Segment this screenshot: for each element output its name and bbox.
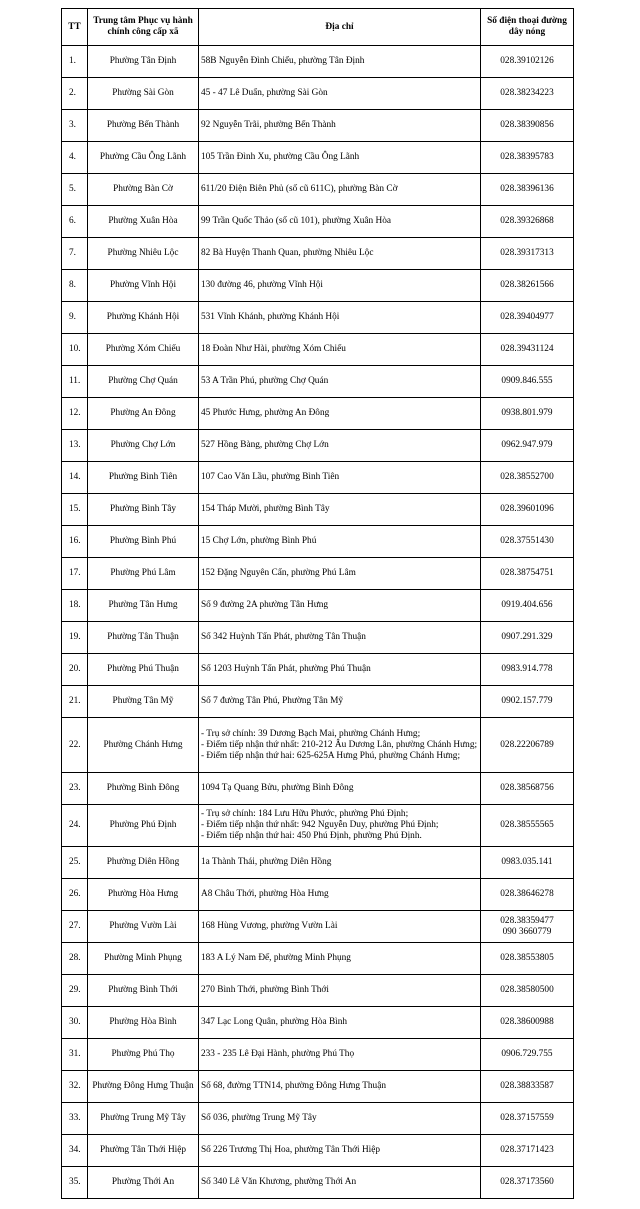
- address-line: - Trụ sở chính: 184 Lưu Hữu Phước, phường Phú Định;: [201, 809, 409, 819]
- table-row: [62, 366, 574, 398]
- phone-number: 028.39326868: [500, 216, 554, 226]
- center-address: [199, 654, 481, 686]
- center-address: [199, 494, 481, 526]
- center-address: [199, 302, 481, 334]
- hotline-phone: [481, 78, 574, 110]
- row-number: 7.: [62, 238, 88, 270]
- row-number: 2.: [62, 78, 88, 110]
- address-line: Số 036, phường Trung Mỹ Tây: [201, 1113, 317, 1123]
- phone-number: 028.22206789: [500, 739, 554, 750]
- address-line: 45 - 47 Lê Duẩn, phường Sài Gòn: [201, 88, 328, 98]
- table-row: [62, 174, 574, 206]
- table-row: [62, 78, 574, 110]
- center-address: [199, 174, 481, 206]
- center-name: Phường Tân Thới Hiệp: [88, 1135, 199, 1167]
- phone-number: 028.39404977: [500, 312, 554, 322]
- center-name: Phường Tân Định: [88, 46, 199, 78]
- row-number: 13.: [62, 430, 88, 462]
- center-name: Phường Chợ Quán: [88, 366, 199, 398]
- table-row: [62, 1135, 574, 1167]
- address-line: 18 Đoàn Như Hài, phường Xóm Chiếu: [201, 344, 346, 354]
- phone-number: 028.38552700: [500, 472, 554, 482]
- phone-number: 028.39317313: [500, 248, 554, 258]
- center-address: [199, 110, 481, 142]
- center-address: [199, 1103, 481, 1135]
- address-line: 45 Phước Hưng, phường An Đông: [201, 408, 330, 418]
- table-row: [62, 686, 574, 718]
- address-line: 183 A Lý Nam Đế, phường Minh Phụng: [201, 953, 351, 963]
- row-number: 28.: [62, 943, 88, 975]
- address-line: 527 Hồng Bàng, phường Chợ Lớn: [201, 440, 329, 450]
- hotline-phone: [481, 366, 574, 398]
- center-name: Phường Diên Hồng: [88, 847, 199, 879]
- row-number: 17.: [62, 558, 88, 590]
- table-row: [62, 943, 574, 975]
- center-address: [199, 270, 481, 302]
- table-row: [62, 430, 574, 462]
- address-line: 130 đường 46, phường Vĩnh Hội: [201, 280, 324, 290]
- row-number: 6.: [62, 206, 88, 238]
- phone-number: 028.39102126: [500, 56, 554, 66]
- hotline-phone: [481, 847, 574, 879]
- center-name: Phường Thới An: [88, 1167, 199, 1199]
- phone-number: 028.38390856: [500, 120, 554, 130]
- table-row: [62, 773, 574, 805]
- row-number: 21.: [62, 686, 88, 718]
- table-body: [62, 46, 574, 1199]
- hotline-phone: [481, 270, 574, 302]
- address-line: 15 Chợ Lớn, phường Bình Phú: [201, 536, 317, 546]
- row-number: 32.: [62, 1071, 88, 1103]
- address-line: 152 Đặng Nguyên Cẩn, phường Phú Lâm: [201, 568, 356, 578]
- phone-number: 028.37173560: [500, 1177, 554, 1187]
- row-number: 20.: [62, 654, 88, 686]
- center-name: Phường Minh Phụng: [88, 943, 199, 975]
- address-line: 1a Thành Thái, phường Diên Hồng: [201, 857, 332, 867]
- hotline-phone: [481, 46, 574, 78]
- phone-number: 0983.914.778: [501, 664, 553, 674]
- table-row: [62, 398, 574, 430]
- phone-number: 0962.947.979: [501, 440, 553, 450]
- center-address: [199, 462, 481, 494]
- phone-number: 028.38553805: [500, 953, 554, 963]
- hotline-phone: [481, 526, 574, 558]
- table-row: [62, 270, 574, 302]
- center-name: Phường Hòa Hưng: [88, 879, 199, 911]
- hotline-phone: [481, 174, 574, 206]
- center-name: Phường Tân Hưng: [88, 590, 199, 622]
- table-row: [62, 1167, 574, 1199]
- phone-number: 028.37157559: [500, 1113, 554, 1123]
- center-address: [199, 558, 481, 590]
- table-row: [62, 654, 574, 686]
- center-address: [199, 206, 481, 238]
- hotline-phone: [481, 398, 574, 430]
- center-name: Phường Bàn Cờ: [88, 174, 199, 206]
- phone-number: 090 3660779: [502, 926, 552, 937]
- table-row: [62, 142, 574, 174]
- center-address: [199, 686, 481, 718]
- phone-number: 028.38580500: [500, 985, 554, 995]
- center-address: [199, 943, 481, 975]
- hotline-phone: [481, 654, 574, 686]
- center-name: Phường Phú Thọ: [88, 1039, 199, 1071]
- table-row: [62, 622, 574, 654]
- center-name: Phường Tân Thuận: [88, 622, 199, 654]
- row-number: 31.: [62, 1039, 88, 1071]
- center-name: Phường Khánh Hội: [88, 302, 199, 334]
- center-address: [199, 430, 481, 462]
- phone-number: 0938.801.979: [501, 408, 553, 418]
- center-name: Phường Phú Định: [88, 805, 199, 847]
- table-row: [62, 590, 574, 622]
- center-address: [199, 1071, 481, 1103]
- address-line: 58B Nguyễn Đình Chiểu, phường Tân Định: [201, 56, 365, 66]
- address-line: Số 9 đường 2A phường Tân Hưng: [201, 600, 329, 610]
- table-row: [62, 879, 574, 911]
- table-row: [62, 526, 574, 558]
- header-tt: TT: [62, 9, 88, 46]
- center-name: Phường Xuân Hòa: [88, 206, 199, 238]
- address-line: Số 340 Lê Văn Khương, phường Thới An: [201, 1177, 357, 1187]
- row-number: 34.: [62, 1135, 88, 1167]
- hotline-phone: [481, 430, 574, 462]
- center-address: [199, 879, 481, 911]
- phone-number: 0906.729.755: [501, 1049, 553, 1059]
- center-address: [199, 78, 481, 110]
- hotline-phone: [481, 686, 574, 718]
- table-row: [62, 1007, 574, 1039]
- phone-number: 028.38359477: [500, 915, 554, 926]
- center-name: Phường Bình Thới: [88, 975, 199, 1007]
- row-number: 24.: [62, 805, 88, 847]
- table-header-row: [62, 9, 574, 46]
- phone-number: 0907.291.329: [501, 632, 553, 642]
- center-name: Phường Bình Đông: [88, 773, 199, 805]
- table-row: [62, 110, 574, 142]
- center-name: Phường Bình Phú: [88, 526, 199, 558]
- row-number: 9.: [62, 302, 88, 334]
- table-row: [62, 1039, 574, 1071]
- table-row: [62, 805, 574, 847]
- address-line: Số 1203 Huỳnh Tấn Phát, phường Phú Thuận: [201, 664, 371, 674]
- center-address: [199, 398, 481, 430]
- center-name: Phường Chánh Hưng: [88, 718, 199, 773]
- address-line: 347 Lạc Long Quân, phường Hòa Bình: [201, 1017, 348, 1027]
- address-line: 168 Hùng Vương, phường Vườn Lài: [201, 921, 338, 931]
- phone-number: 028.38646278: [500, 889, 554, 899]
- hotline-phone: [481, 943, 574, 975]
- row-number: 22.: [62, 718, 88, 773]
- hotline-phone: [481, 494, 574, 526]
- center-address: [199, 46, 481, 78]
- row-number: 18.: [62, 590, 88, 622]
- phone-number: 028.38261566: [500, 280, 554, 290]
- address-line: 154 Tháp Mười, phường Bình Tây: [201, 504, 330, 514]
- address-line: 531 Vĩnh Khánh, phường Khánh Hội: [201, 312, 340, 322]
- table-row: [62, 494, 574, 526]
- center-address: [199, 622, 481, 654]
- center-address: [199, 366, 481, 398]
- center-address: [199, 1007, 481, 1039]
- row-number: 8.: [62, 270, 88, 302]
- table-row: [62, 911, 574, 943]
- hotline-phone: [481, 1007, 574, 1039]
- table-row: [62, 1103, 574, 1135]
- address-line: A8 Châu Thới, phường Hòa Hưng: [201, 889, 329, 899]
- row-number: 3.: [62, 110, 88, 142]
- center-name: Phường Phú Thuận: [88, 654, 199, 686]
- hotline-phone: [481, 302, 574, 334]
- row-number: 26.: [62, 879, 88, 911]
- hotline-phone: [481, 1135, 574, 1167]
- phone-number: 028.38754751: [500, 568, 554, 578]
- hotline-phone: [481, 911, 574, 943]
- address-line: 270 Bình Thới, phường Bình Thới: [201, 985, 329, 995]
- table-row: [62, 847, 574, 879]
- address-line: 92 Nguyễn Trãi, phường Bến Thành: [201, 120, 336, 130]
- row-number: 19.: [62, 622, 88, 654]
- center-address: [199, 847, 481, 879]
- hotline-phone: [481, 142, 574, 174]
- hotline-phone: [481, 590, 574, 622]
- row-number: 4.: [62, 142, 88, 174]
- hotline-phone: [481, 975, 574, 1007]
- hotline-phone: [481, 110, 574, 142]
- phone-number: 028.39431124: [500, 344, 554, 354]
- service-center-table: [61, 8, 574, 1199]
- row-number: 14.: [62, 462, 88, 494]
- center-address: [199, 142, 481, 174]
- phone-number: 028.37171423: [500, 1145, 554, 1155]
- row-number: 29.: [62, 975, 88, 1007]
- phone-number: 028.37551430: [500, 536, 554, 546]
- center-address: [199, 975, 481, 1007]
- table-row: [62, 975, 574, 1007]
- address-line: - Điểm tiếp nhận thứ nhất: 210-212 Âu Dương Lân, phường Chánh Hưng;: [201, 739, 478, 750]
- address-line: 611/20 Điện Biên Phủ (số cũ 611C), phường Bàn Cờ: [201, 184, 398, 194]
- center-address: [199, 590, 481, 622]
- phone-number: 028.38555565: [500, 820, 554, 830]
- phone-number: 0919.404.656: [501, 600, 553, 610]
- center-name: Phường Trung Mỹ Tây: [88, 1103, 199, 1135]
- hotline-phone: [481, 622, 574, 654]
- hotline-phone: [481, 773, 574, 805]
- center-name: Phường Bến Thành: [88, 110, 199, 142]
- hotline-phone: [481, 805, 574, 847]
- address-line: 233 - 235 Lê Đại Hành, phường Phú Thọ: [201, 1049, 355, 1059]
- address-line: 105 Trần Đình Xu, phường Cầu Ông Lãnh: [201, 152, 360, 162]
- center-name: Phường Bình Tiên: [88, 462, 199, 494]
- center-name: Phường Tân Mỹ: [88, 686, 199, 718]
- phone-number: 028.38395783: [500, 152, 554, 162]
- hotline-phone: [481, 462, 574, 494]
- center-name: Phường Chợ Lớn: [88, 430, 199, 462]
- row-number: 30.: [62, 1007, 88, 1039]
- center-name: Phường Phú Lâm: [88, 558, 199, 590]
- center-name: Phường Xóm Chiếu: [88, 334, 199, 366]
- center-name: Phường Hòa Bình: [88, 1007, 199, 1039]
- phone-number: 028.38568756: [500, 783, 554, 793]
- row-number: 35.: [62, 1167, 88, 1199]
- address-line: Số 7 đường Tân Phú, Phường Tân Mỹ: [201, 696, 343, 706]
- hotline-phone: [481, 1103, 574, 1135]
- phone-number: 028.38396136: [500, 184, 554, 194]
- table-row: [62, 1071, 574, 1103]
- address-line: 1094 Tạ Quang Bửu, phường Bình Đông: [201, 783, 354, 793]
- phone-number: 028.39601096: [500, 504, 554, 514]
- center-address: [199, 911, 481, 943]
- center-name: Phường Nhiêu Lộc: [88, 238, 199, 270]
- header-center: Trung tâm Phục vụ hành chính công cấp xã: [88, 9, 199, 46]
- address-line: - Trụ sở chính: 39 Dương Bạch Mai, phường Chánh Hưng;: [201, 728, 421, 739]
- header-address: Địa chỉ: [199, 9, 481, 46]
- address-line: 82 Bà Huyện Thanh Quan, phường Nhiêu Lộc: [201, 248, 374, 258]
- hotline-phone: [481, 206, 574, 238]
- hotline-phone: [481, 879, 574, 911]
- table-row: [62, 46, 574, 78]
- hotline-phone: [481, 238, 574, 270]
- center-address: [199, 238, 481, 270]
- table-row: [62, 558, 574, 590]
- row-number: 16.: [62, 526, 88, 558]
- center-address: [199, 718, 481, 773]
- table-row: [62, 238, 574, 270]
- row-number: 11.: [62, 366, 88, 398]
- phone-number: 0983.035.141: [501, 857, 553, 867]
- center-name: Phường Bình Tây: [88, 494, 199, 526]
- phone-number: 028.38234223: [500, 88, 554, 98]
- address-line: - Điểm tiếp nhận thứ hai: 625-625A Hưng Phú, phường Chánh Hưng;: [201, 750, 461, 761]
- hotline-phone: [481, 1167, 574, 1199]
- row-number: 33.: [62, 1103, 88, 1135]
- center-name: Phường Sài Gòn: [88, 78, 199, 110]
- row-number: 1.: [62, 46, 88, 78]
- center-name: Phường Vườn Lài: [88, 911, 199, 943]
- hotline-phone: [481, 1039, 574, 1071]
- hotline-phone: [481, 1071, 574, 1103]
- address-line: - Điểm tiếp nhận thứ hai: 450 Phú Định, phường Phú Định.: [201, 831, 422, 841]
- hotline-phone: [481, 718, 574, 773]
- phone-number: 028.38600988: [500, 1017, 554, 1027]
- center-address: [199, 1039, 481, 1071]
- row-number: 10.: [62, 334, 88, 366]
- hotline-phone: [481, 558, 574, 590]
- address-line: Số 342 Huỳnh Tấn Phát, phường Tân Thuận: [201, 632, 366, 642]
- center-name: Phường Đông Hưng Thuận: [88, 1071, 199, 1103]
- address-line: 99 Trần Quốc Thảo (số cũ 101), phường Xuân Hòa: [201, 216, 392, 226]
- phone-number: 0902.157.779: [501, 696, 553, 706]
- phone-number: 028.38833587: [500, 1081, 554, 1091]
- address-line: 107 Cao Văn Lầu, phường Bình Tiên: [201, 472, 340, 482]
- address-line: Số 68, đường TTN14, phường Đông Hưng Thuận: [201, 1081, 386, 1091]
- center-name: Phường Vĩnh Hội: [88, 270, 199, 302]
- table-row: [62, 462, 574, 494]
- row-number: 15.: [62, 494, 88, 526]
- center-address: [199, 773, 481, 805]
- table-row: [62, 302, 574, 334]
- center-address: [199, 805, 481, 847]
- address-line: Số 226 Trương Thị Hoa, phường Tân Thới Hiệp: [201, 1145, 381, 1155]
- row-number: 5.: [62, 174, 88, 206]
- row-number: 25.: [62, 847, 88, 879]
- row-number: 23.: [62, 773, 88, 805]
- table-row: [62, 334, 574, 366]
- center-name: Phường An Đông: [88, 398, 199, 430]
- address-line: 53 A Trần Phú, phường Chợ Quán: [201, 376, 329, 386]
- center-address: [199, 334, 481, 366]
- row-number: 27.: [62, 911, 88, 943]
- phone-number: 0909.846.555: [501, 376, 553, 386]
- center-name: Phường Cầu Ông Lãnh: [88, 142, 199, 174]
- center-address: [199, 526, 481, 558]
- address-line: - Điểm tiếp nhận thứ nhất: 942 Nguyễn Duy, phường Phú Định;: [201, 820, 439, 830]
- table-row: [62, 718, 574, 773]
- hotline-phone: [481, 334, 574, 366]
- center-address: [199, 1167, 481, 1199]
- center-address: [199, 1135, 481, 1167]
- table-row: [62, 206, 574, 238]
- row-number: 12.: [62, 398, 88, 430]
- header-phone: Số điện thoại đường dây nóng: [481, 9, 574, 46]
